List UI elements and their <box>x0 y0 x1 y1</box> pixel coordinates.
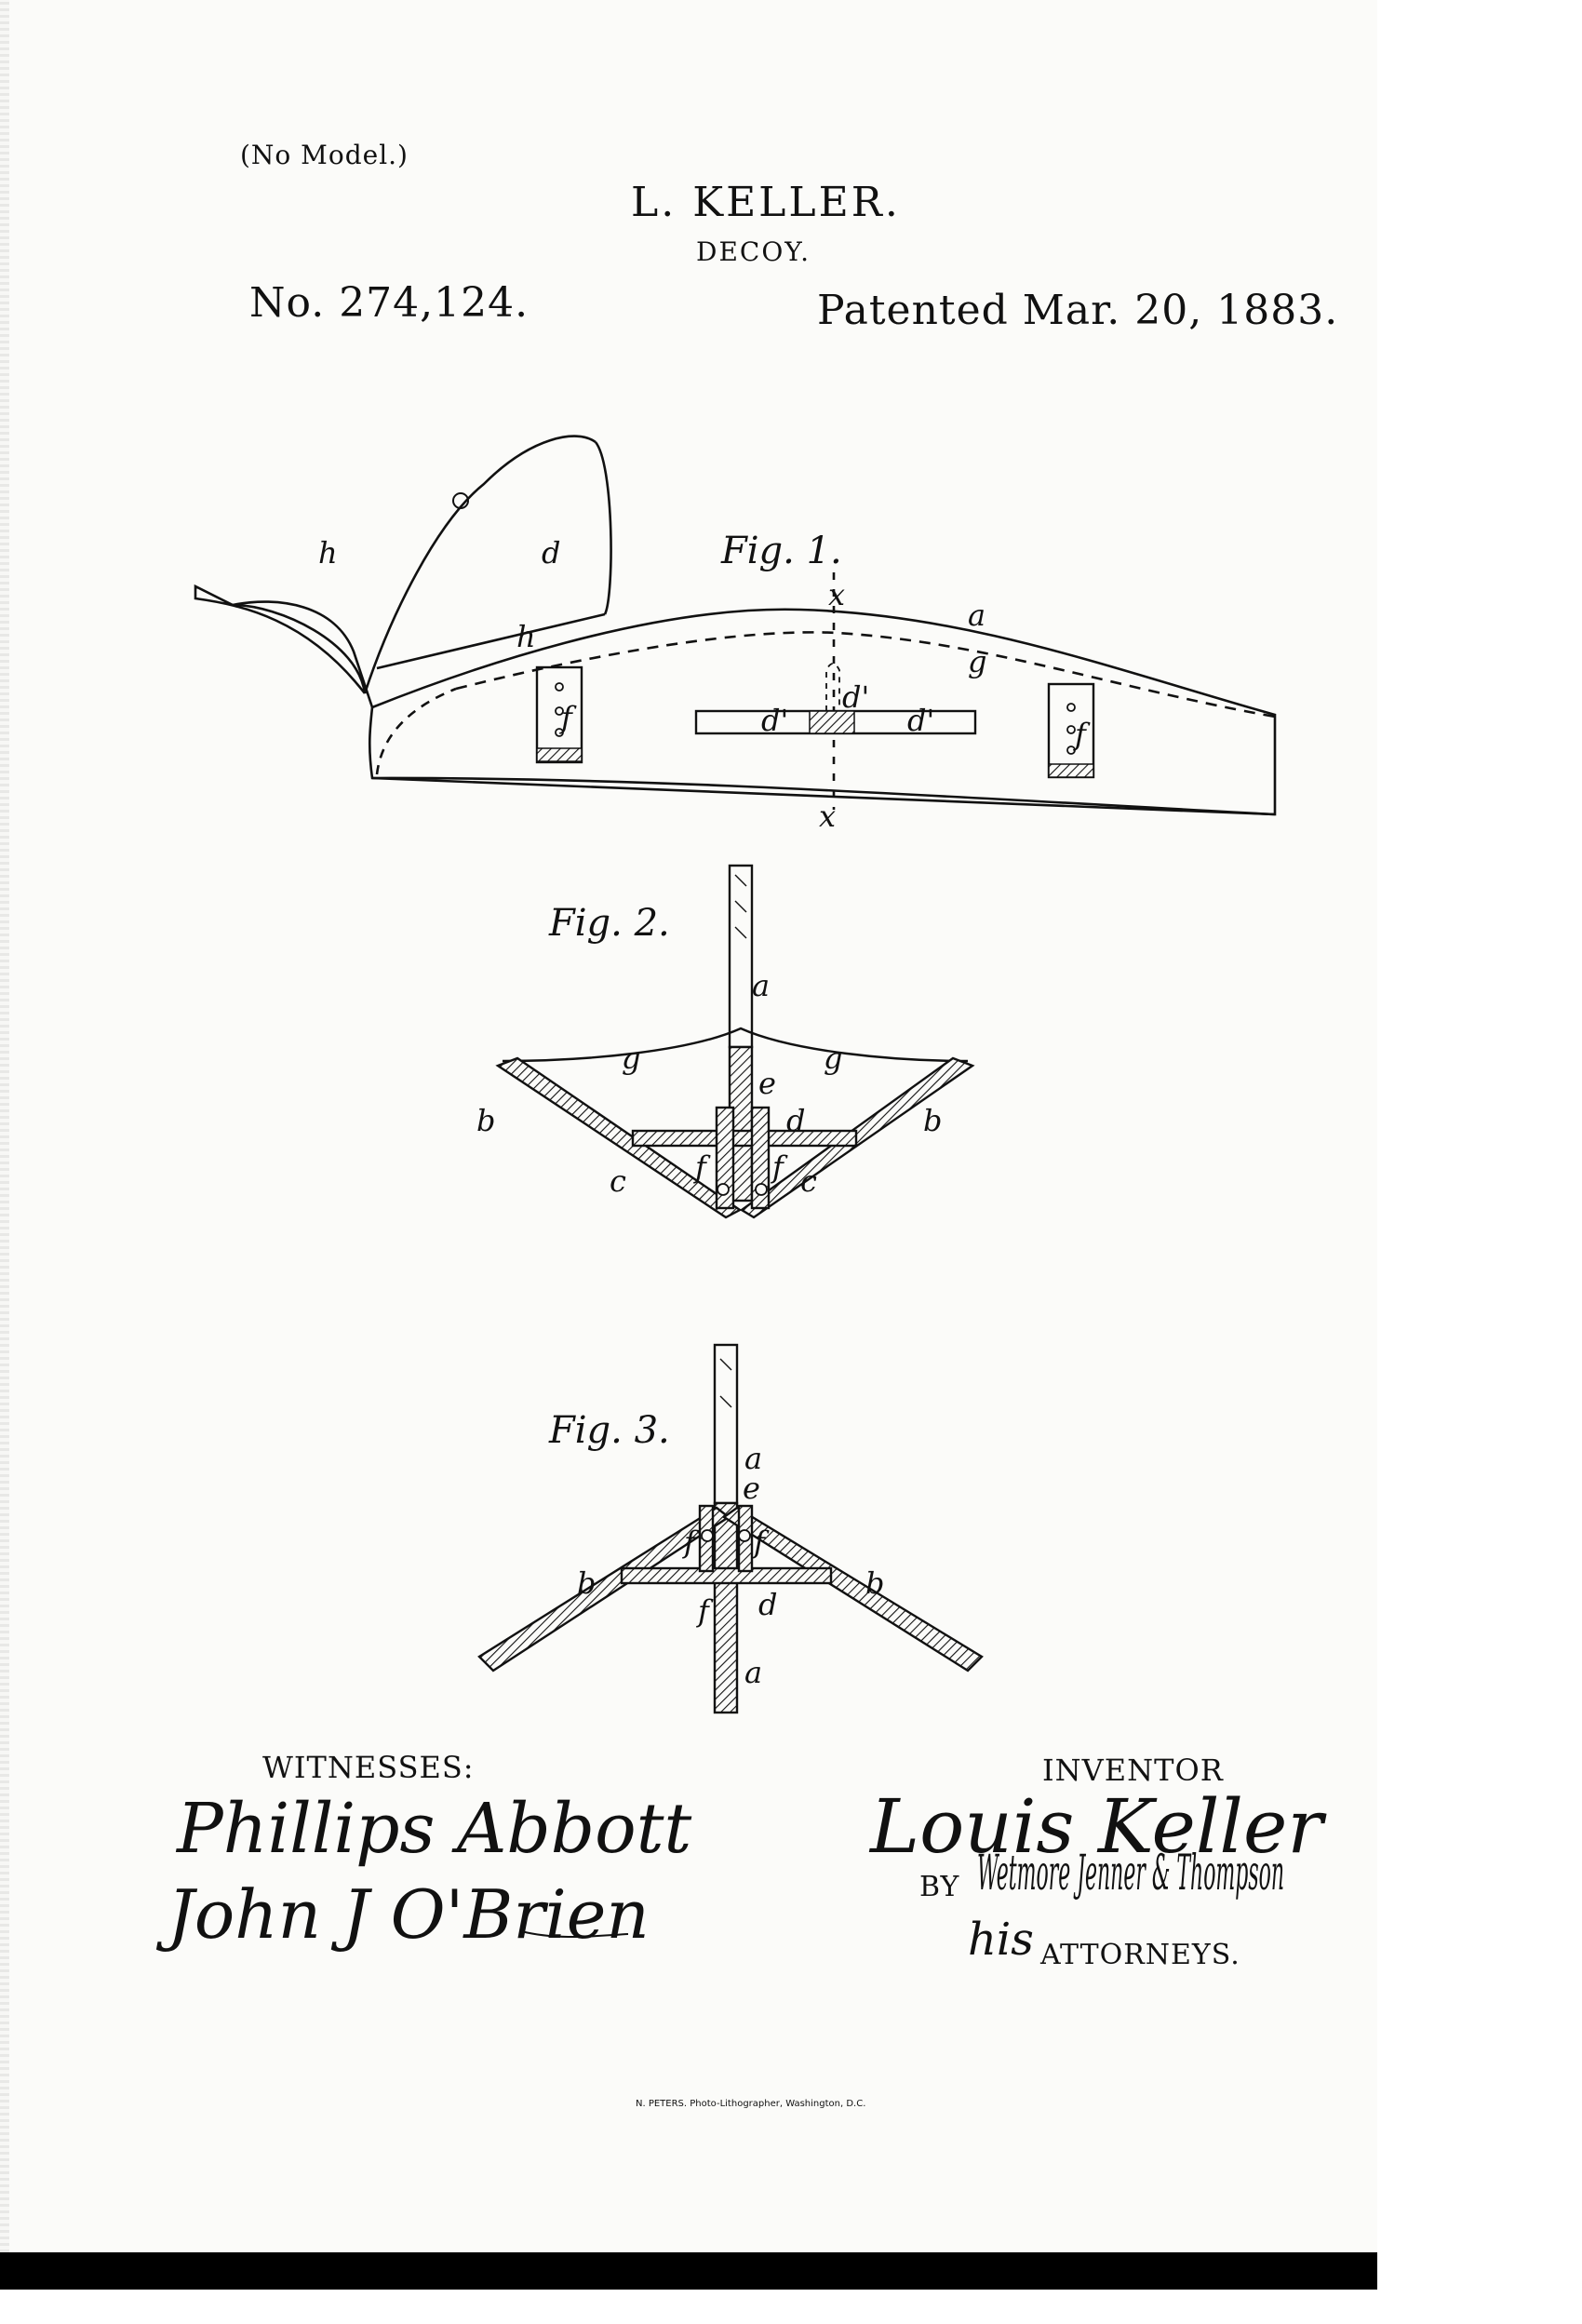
witnesses-label: WITNESSES: <box>262 1750 475 1785</box>
part-letter: e <box>758 1066 776 1101</box>
attorney-signature: Wetmore Jenner & Thompson <box>977 1846 1284 1901</box>
part-letter: b <box>923 1103 943 1138</box>
figure-1-label: Fig. 1. <box>721 530 842 572</box>
part-letter: f <box>772 1149 784 1185</box>
patent-date: Patented Mar. 20, 1883. <box>817 287 1339 334</box>
part-letter: f <box>698 1593 709 1629</box>
part-letter: b <box>476 1103 496 1138</box>
part-letter: a <box>968 598 986 633</box>
witness-signature-abbott: Phillips Abbott <box>177 1789 692 1869</box>
figure-3-label: Fig. 3. <box>549 1409 670 1452</box>
part-letter: f <box>754 1525 765 1560</box>
part-letter: x <box>819 799 837 834</box>
part-letter: f <box>684 1525 695 1560</box>
part-letter: a <box>744 1441 763 1476</box>
witness-signature-obrien: John J O'Brien <box>168 1875 650 1954</box>
scan-border-bottom <box>0 2252 1377 2290</box>
lithographer-credit: N. PETERS. Photo-Lithographer, Washington, D.C. <box>636 2099 866 2109</box>
part-letter: f <box>561 700 572 735</box>
part-letter: h <box>516 619 536 654</box>
inventor-signature: Louis Keller <box>870 1783 1323 1870</box>
figure-2-label: Fig. 2. <box>549 902 670 945</box>
part-letter: e <box>743 1471 760 1506</box>
part-letter: d <box>786 1103 806 1138</box>
part-letter: a <box>752 968 771 1003</box>
inventor-name-heading: L. KELLER. <box>631 179 901 226</box>
part-letter: d <box>542 535 561 571</box>
part-letter: g <box>622 1041 641 1076</box>
part-letter: f <box>1075 717 1086 752</box>
part-letter: d' <box>842 679 870 715</box>
invention-title: DECOY. <box>696 236 811 267</box>
part-letter: c <box>610 1163 626 1199</box>
patent-number: No. 274,124. <box>249 279 530 327</box>
part-letter: a <box>744 1655 763 1690</box>
model-note: (No Model.) <box>240 140 409 170</box>
part-letter: h <box>318 535 338 571</box>
by-label: BY <box>919 1871 960 1903</box>
part-letter: b <box>865 1565 885 1601</box>
part-letter: x <box>828 577 846 612</box>
inventor-label: INVENTOR <box>1042 1753 1224 1788</box>
part-letter: d' <box>907 703 935 738</box>
attorney-his: his <box>968 1914 1034 1966</box>
part-letter: c <box>800 1163 817 1199</box>
part-letter: b <box>577 1565 597 1601</box>
part-letter: d' <box>761 703 789 738</box>
part-letter: d <box>758 1587 778 1622</box>
part-letter: g <box>968 644 987 679</box>
attorneys-label: ATTORNEYS. <box>1040 1939 1240 1971</box>
part-letter: g <box>824 1041 843 1076</box>
part-letter: f <box>695 1149 706 1185</box>
